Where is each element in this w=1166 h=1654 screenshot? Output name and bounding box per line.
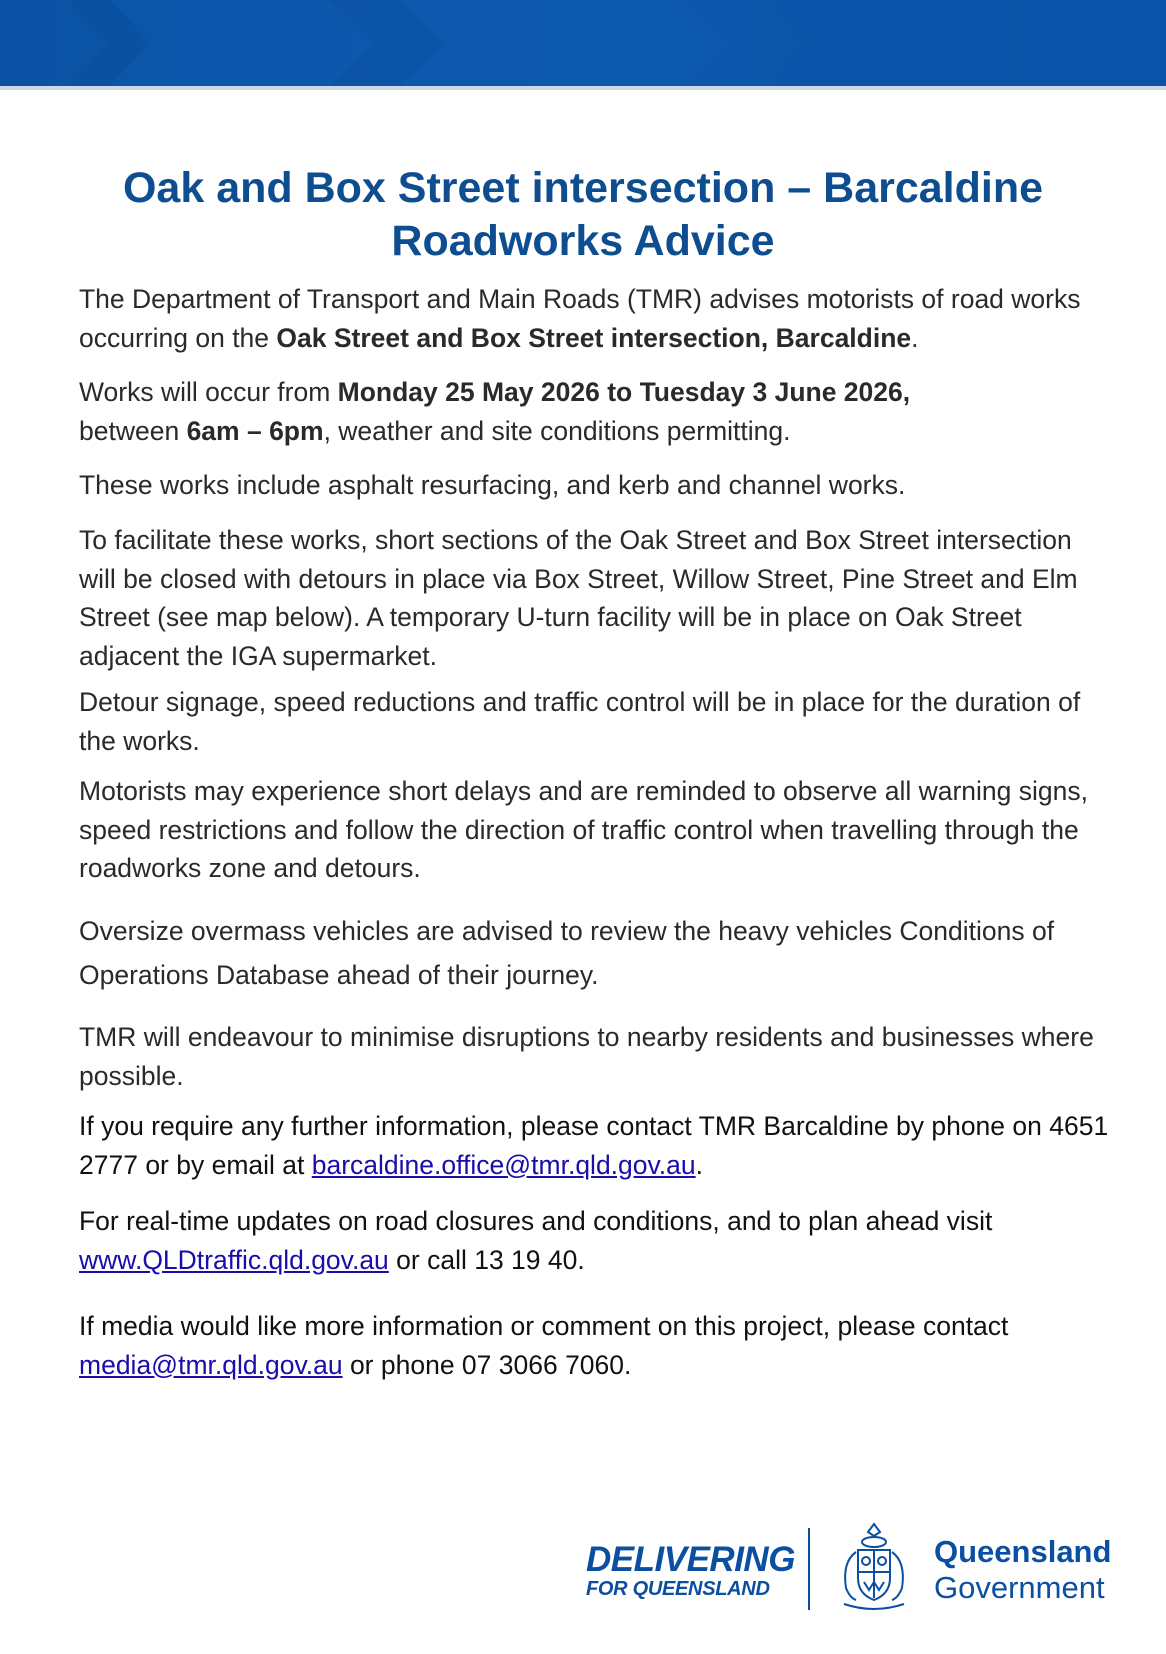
paragraph-detours: [79, 521, 1109, 675]
qldtraffic-link[interactable]: www.QLDtraffic.qld.gov.au: [79, 1244, 389, 1275]
queensland-crest-icon: [834, 1520, 914, 1612]
logo-divider: [808, 1528, 810, 1610]
email-link[interactable]: barcaldine.office@tmr.qld.gov.au: [311, 1149, 696, 1180]
dates-range: Monday 25 May 2026 to Tuesday 3 June 2026,: [337, 377, 911, 407]
paragraph-delays: [79, 772, 1109, 888]
banner-rule: [0, 86, 1166, 90]
intro-text: The Department of Transport and Main Roads (TMR) advises motorists of road works occurring on the: [79, 284, 1081, 353]
header-banner: [0, 0, 1166, 86]
media-end: or phone 07 3066 7060.: [342, 1349, 632, 1380]
queensland-wordmark: Queensland: [934, 1534, 1112, 1569]
title-line-2: Roadworks Advice: [391, 217, 775, 265]
paragraph-dates: [79, 373, 1109, 450]
banner-chevrons: [0, 0, 1166, 86]
dates-text: Works will occur from: [79, 377, 338, 407]
contact-end: .: [695, 1149, 704, 1180]
disruptions-text: TMR will endeavour to minimise disruptions to nearby residents and businesses where possible.: [79, 1022, 1094, 1091]
paragraph-traffic: [79, 1202, 1109, 1279]
detours-text: To facilitate these works, short sections of the Oak Street and Box Street intersection will be closed with detours in place via Box Street, Willow Street, Pine Street and Elm Street (see map below). A temporary U-turn facility will be in place on Oak Street adjacent the IGA supermarket.: [79, 525, 1078, 671]
traffic-text: For real-time updates on road closures and conditions, and to plan ahead visit: [79, 1206, 993, 1236]
paragraph-scope: [79, 466, 1109, 505]
paragraph-media: [79, 1307, 1109, 1384]
delivering-wordmark: DELIVERING: [586, 1540, 795, 1579]
delivering-for-queensland-logo: [586, 1540, 795, 1600]
contact-text: If you require any further information, please contact TMR Barcaldine by phone on 4651 2777 or by email at: [79, 1111, 1109, 1180]
traffic-end: or call 13 19 40.: [388, 1244, 585, 1275]
dates-hours: 6am – 6pm: [186, 415, 324, 446]
paragraph-disruptions: [79, 1018, 1109, 1095]
paragraph-oversize: [79, 909, 1109, 997]
dates-between: between: [79, 415, 187, 446]
footer-logos: [586, 1520, 1112, 1616]
intro-end: .: [911, 322, 919, 353]
government-wordmark: Government: [934, 1570, 1105, 1605]
media-email-link[interactable]: media@tmr.qld.gov.au: [79, 1349, 343, 1380]
scope-text: These works include asphalt resurfacing, and kerb and channel works.: [79, 470, 906, 500]
page-title: [40, 162, 1126, 268]
intro-location: Oak Street and Box Street intersection, Barcaldine: [276, 322, 912, 353]
signage-text: Detour signage, speed reductions and traffic control will be in place for the duration of the works.: [79, 687, 1081, 756]
for-queensland-wordmark: FOR QUEENSLAND: [586, 1578, 770, 1600]
oversize-text: Oversize overmass vehicles are advised to review the heavy vehicles Conditions of Operations Database ahead of their journey.: [79, 916, 1055, 990]
queensland-government-logo: [934, 1534, 1111, 1606]
paragraph-signage: [79, 683, 1109, 760]
paragraph-contact: [79, 1107, 1109, 1184]
dates-conditions: , weather and site conditions permitting.: [323, 415, 791, 446]
media-text: If media would like more information or comment on this project, please contact: [79, 1311, 1009, 1341]
delays-text: Motorists may experience short delays and are reminded to observe all warning signs, speed restrictions and follow the direction of traffic control when travelling through the roadworks zone and detours.: [79, 776, 1088, 883]
paragraph-intro: [79, 280, 1109, 357]
title-line-1: Oak and Box Street intersection – Barcaldine: [122, 164, 1044, 212]
